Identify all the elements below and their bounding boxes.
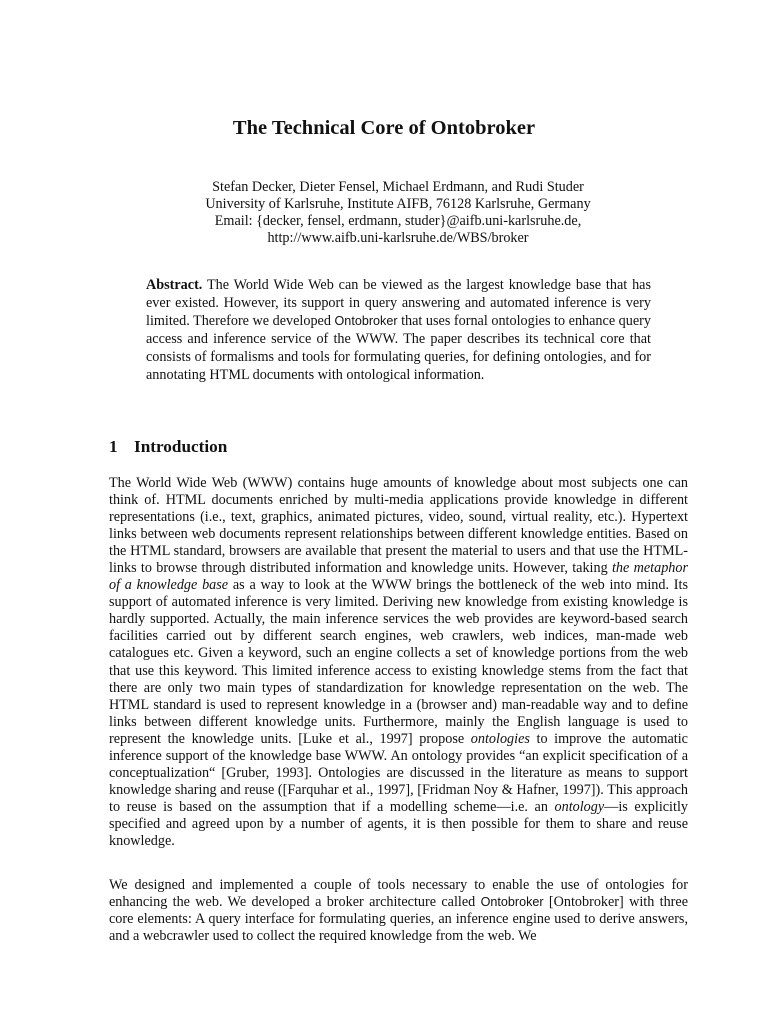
section-title: Introduction <box>134 437 228 456</box>
p2-text-b: [Ontobroker] with three core elements: A query interface for formulating queries, an inference engine used to derive answers, and a webcrawler used to collect the required knowledge from the web. We <box>109 894 688 945</box>
section-number: 1 <box>109 437 118 456</box>
p1-emphasis-3: ontology <box>554 798 605 815</box>
p1-text-b: as a way to look at the WWW brings the bottleneck of the web into mind. Its support of automated inference is very limited. Deriving new knowledge from existing knowledge is hardly supported. Actually, the main inference services the web provides are keyword-based search facilities carried out by different search engines, web crawlers, web indices, man-made web catalogues etc. Given a keyword, such an engine collects a set of knowledge portions from the web that use this keyword. This limited inference access to existing knowledge stems from the fact that there are only two main types of standardization for knowledge representation on the web. The HTML standard is used to represent knowledge in a (browser and) man-readable way and to define links between different knowledge units. Furthermore, mainly the English language is used to represent the knowledge units. [Luke et al., 1997] propose <box>109 577 688 747</box>
section-heading <box>109 436 227 458</box>
paper-title: The Technical Core of Ontobroker <box>232 117 536 139</box>
abstract-text-b: that uses fornal ontologies to enhance query access and inference service of the WWW. The paper describes its technical core that consists of formalisms and tools for formulating queries, for defining ontologies, and for annotating HTML documents with ontological information. <box>146 313 651 383</box>
p2-system-name: Ontobroker <box>480 895 544 910</box>
abstract-system-name: Ontobroker <box>334 314 398 328</box>
abstract <box>146 276 651 384</box>
author-names: Stefan Decker, Dieter Fensel, Michael Erdmann, and Rudi Studer <box>212 179 584 195</box>
p1-text-d: —is explicitly specified and agreed upon by a number of agents, it is then possible for them to share and reuse knowledge. <box>109 798 688 849</box>
author-block <box>0 179 768 247</box>
p2-text-a: We designed and implemented a couple of tools necessary to enable the use of ontologies for enhancing the web. We developed a broker architecture called <box>109 877 688 911</box>
p1-text-a: The World Wide Web (WWW) contains huge amounts of knowledge about most subjects one can think of. HTML documents enriched by multi-media applications provide knowledge in different representations (i.e., text, graphics, animated pictures, video, sound, virtual reality, etc.). Hypertext links between web documents represent relationships between different knowledge entities. Based on the HTML standard, browsers are available that present the material to users and that use the HTML-links to browse through distributed information and knowledge units. However, taking <box>109 475 688 577</box>
author-affiliation: University of Karlsruhe, Institute AIFB, 76128 Karlsruhe, Germany <box>205 196 591 212</box>
p1-emphasis-2: ontologies <box>470 730 530 747</box>
p1-emphasis-1: the metaphor of a knowledge base <box>109 560 688 594</box>
p1-text-c: to improve the automatic inference support of the knowledge base WWW. An ontology provides “an explicit specification of a conceptualization“ [Gruber, 1993]. Ontologies are discussed in the literature as means to support knowledge sharing and reuse ([Farquhar et al., 1997], [Fridman Noy & Hafner, 1997]). This approach to reuse is based on the assumption that if a modelling scheme—i.e. an <box>109 730 688 815</box>
intro-paragraph-2 <box>109 877 688 945</box>
abstract-label: Abstract. <box>146 277 203 293</box>
project-url: http://www.aifb.uni-karlsruhe.de/WBS/broker <box>267 230 529 246</box>
intro-paragraph-1 <box>109 475 688 850</box>
author-email: Email: {decker, fensel, erdmann, studer}@aifb.uni-karlsruhe.de, <box>214 213 582 229</box>
abstract-text-a: The World Wide Web can be viewed as the largest knowledge base that has ever existed. However, its support in query answering and automated inference is very limited. Therefore we developed <box>146 277 651 329</box>
